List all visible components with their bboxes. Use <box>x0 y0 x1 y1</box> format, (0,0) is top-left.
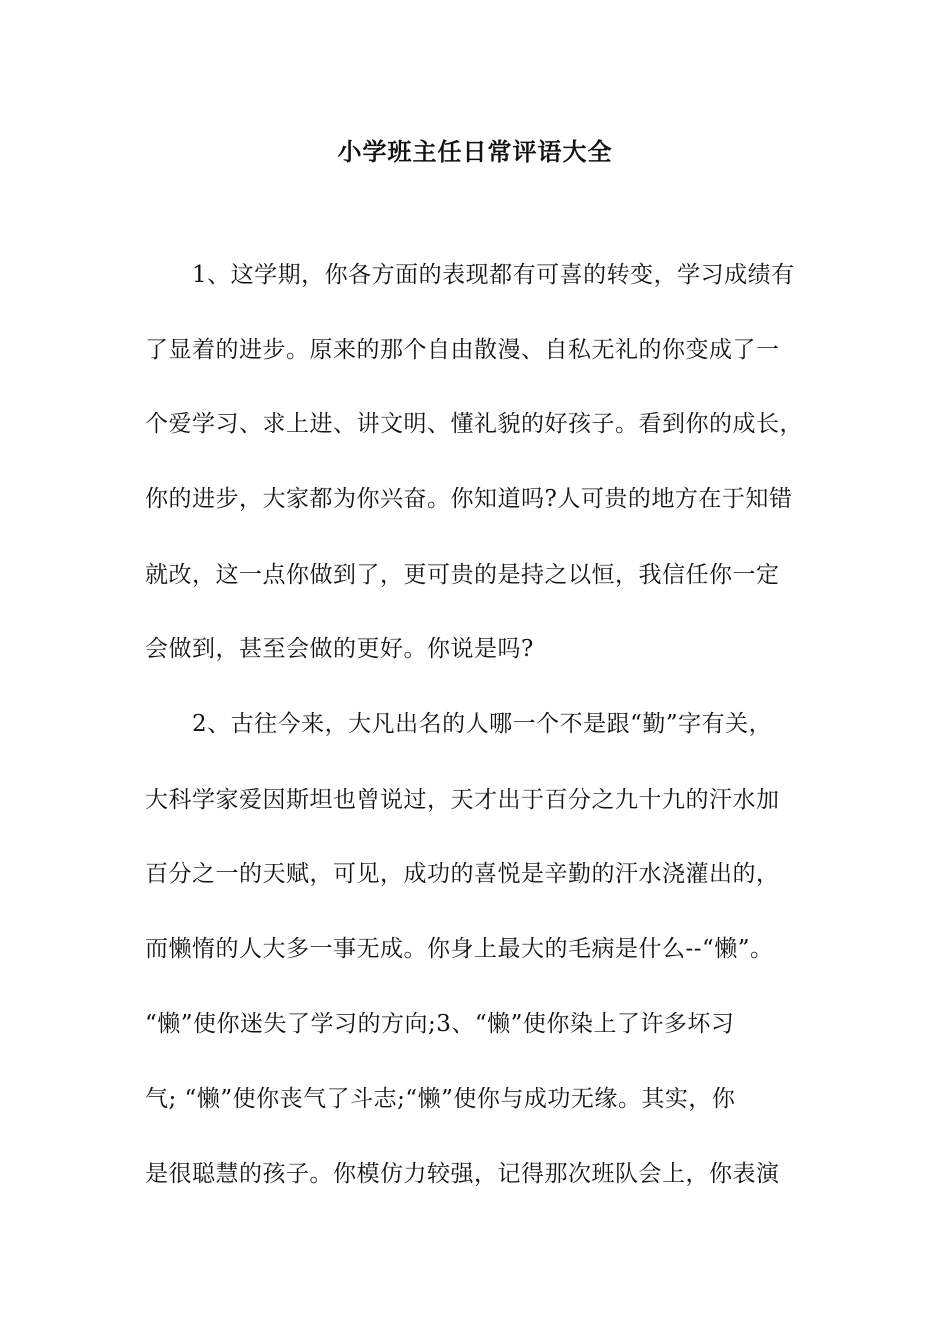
paragraph-line: 1、这学期，你各方面的表现都有可喜的转变，学习成绩有 <box>145 262 795 288</box>
paragraph-line: 个爱学习、求上进、讲文明、懂礼貌的好孩子。看到你的成长， <box>145 411 803 437</box>
paragraph-line: 了显着的进步。原来的那个自由散漫、自私无礼的你变成了一 <box>145 337 780 363</box>
paragraph-line: 气; “懒”使你丧气了斗志;“懒”使你与成功无缘。其实，你 <box>145 1086 736 1112</box>
paragraph-line: “懒”使你迷失了学习的方向;3、“懒”使你染上了许多坏习 <box>145 1011 735 1037</box>
paragraph-line: 2、古往今来，大凡出名的人哪一个不是跟“勤”字有关， <box>145 711 773 737</box>
paragraph-line: 就改，这一点你做到了，更可贵的是持之以恒，我信任你一定 <box>145 562 780 588</box>
paragraph-line: 而懒惰的人大多一事无成。你身上最大的毛病是什么--“懒”。 <box>145 936 774 962</box>
paragraph-line: 是很聪慧的孩子。你模仿力较强，记得那次班队会上，你表演 <box>145 1161 780 1187</box>
paragraph-line: 大科学家爱因斯坦也曾说过，天才出于百分之九十九的汗水加 <box>145 787 780 813</box>
paragraph-line: 会做到，甚至会做的更好。你说是吗? <box>145 636 534 662</box>
paragraph-line: 百分之一的天赋，可见，成功的喜悦是辛勤的汗水浇灌出的， <box>145 861 780 887</box>
document-title: 小学班主任日常评语大全 <box>337 137 613 166</box>
paragraph-line: 你的进步，大家都为你兴奋。你知道吗?人可贵的地方在于知错 <box>145 486 793 512</box>
